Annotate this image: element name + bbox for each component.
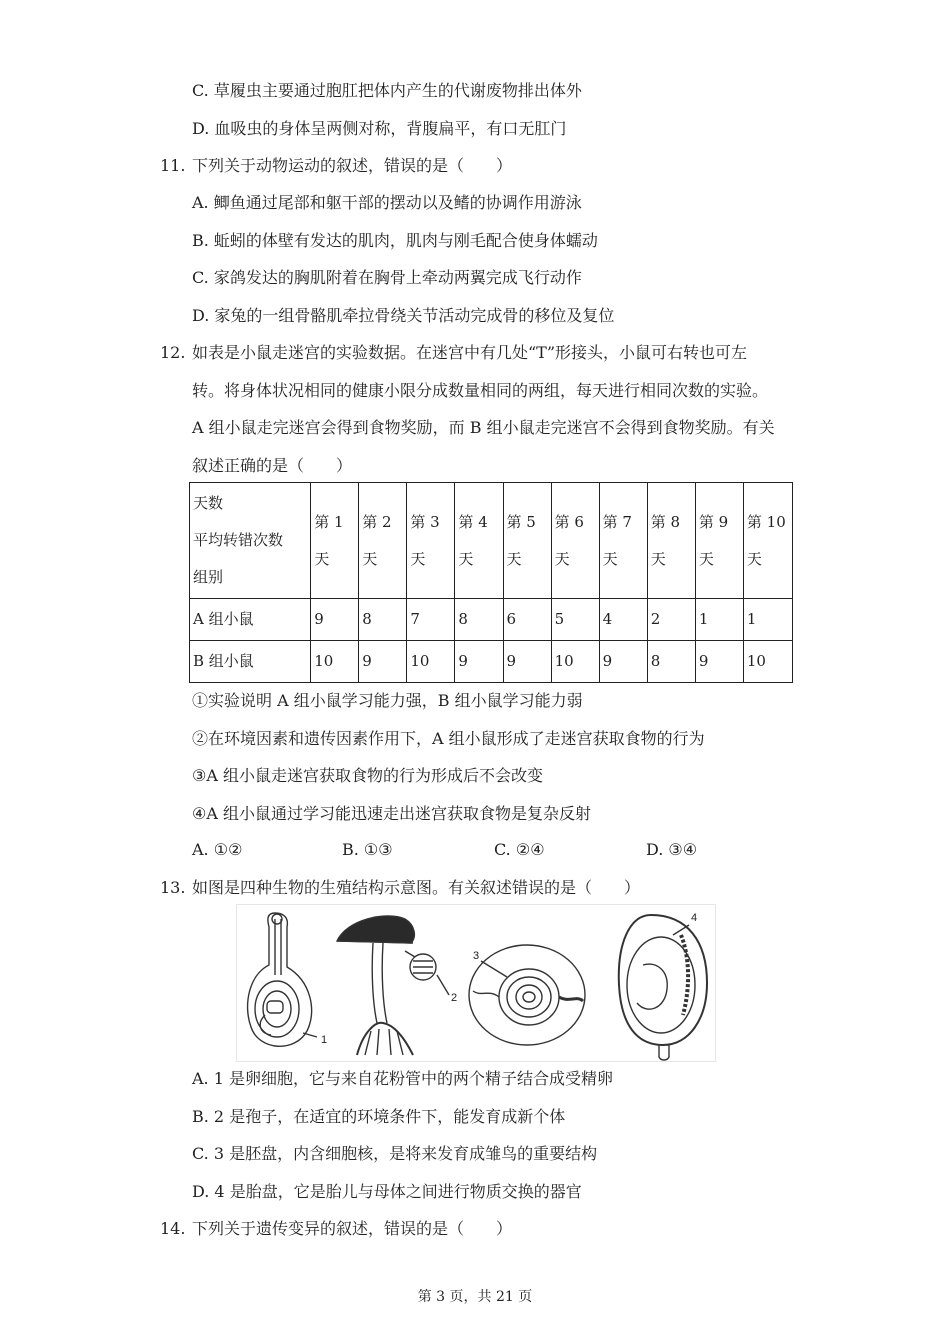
q13-option-c: C. 3 是胚盘，内含细胞核，是将来发育成雏鸟的重要结构: [192, 1144, 598, 1163]
q11-option-c: C. 家鸽发达的胸肌附着在胸骨上牵动两翼完成飞行动作: [192, 268, 582, 287]
figure-label-2: 2: [451, 992, 458, 1004]
table-cell: 9: [311, 599, 359, 641]
q13-number: 13.: [160, 878, 186, 897]
table-cell: 9: [455, 641, 503, 683]
table-corner-header: [190, 483, 311, 599]
maze-data-table: [189, 482, 793, 683]
table-cell: 10: [551, 641, 599, 683]
table-cell: 9: [599, 641, 647, 683]
q13-stem: 如图是四种生物的生殖结构示意图。有关叙述错误的是（ ）: [192, 878, 641, 897]
q11-stem: 下列关于动物运动的叙述，错误的是（ ）: [192, 156, 513, 175]
table-cell: 5: [551, 599, 599, 641]
q11-option-a: A. 鲫鱼通过尾部和躯干部的摆动以及鳍的协调作用游泳: [192, 193, 582, 212]
table-day-header: 第 1 天: [311, 483, 359, 599]
q12-statement: ④A 组小鼠通过学习能迅速走出迷宫获取食物是复杂反射: [192, 804, 591, 823]
table-cell: 9: [503, 641, 551, 683]
table-cell: 8: [647, 641, 695, 683]
table-cell: 9: [359, 641, 407, 683]
table-cell: 6: [503, 599, 551, 641]
q10-option-c: C. 草履虫主要通过胞肛把体内产生的代谢废物排出体外: [192, 81, 582, 100]
table-cell: 7: [407, 599, 455, 641]
ovule-drawing: [248, 913, 317, 1046]
q12-statement: ③A 组小鼠走迷宫获取食物的行为形成后不会改变: [192, 766, 543, 785]
figure-label-1: 1: [321, 1034, 328, 1046]
q11-number: 11.: [160, 156, 186, 175]
table-day-header: 第 5 天: [503, 483, 551, 599]
q12-choice-d: D. ③④: [646, 840, 698, 859]
table-cell: 1: [743, 599, 792, 641]
table-day-header: 第 8 天: [647, 483, 695, 599]
q10-option-d: D. 血吸虫的身体呈两侧对称，背腹扁平，有口无肛门: [192, 119, 567, 138]
figure-label-3: 3: [473, 950, 480, 962]
table-cell: 1: [695, 599, 743, 641]
reproductive-structures-figure: [236, 904, 716, 1062]
table-cell: 10: [407, 641, 455, 683]
header-days-label: 天数: [193, 494, 224, 512]
table-cell: 8: [455, 599, 503, 641]
table-cell: 10: [743, 641, 792, 683]
header-group-label: 组别: [193, 568, 224, 586]
header-errors-label: 平均转错次数: [193, 531, 284, 549]
table-cell: 4: [599, 599, 647, 641]
table-day-header: 第 10 天: [743, 483, 792, 599]
q13-option-d: D. 4 是胎盘，它是胎儿与母体之间进行物质交换的器官: [192, 1182, 582, 1201]
row-label: B 组小鼠: [190, 641, 311, 683]
q14-number: 14.: [160, 1219, 186, 1238]
q12-choice-b: B. ①③: [342, 840, 393, 859]
q11-option-d: D. 家兔的一组骨骼肌牵拉骨绕关节活动完成骨的移位及复位: [192, 306, 615, 325]
table-cell: 2: [647, 599, 695, 641]
q14-stem: 下列关于遗传变异的叙述，错误的是（ ）: [192, 1219, 513, 1238]
q12-choice-a: A. ①②: [192, 840, 243, 859]
q12-choices: [192, 840, 792, 862]
q13-option-a: A. 1 是卵细胞，它与来自花粉管中的两个精子结合成受精卵: [192, 1069, 613, 1088]
table-header-row: [190, 483, 793, 599]
table-row: [190, 599, 793, 641]
q12-stem-line: 如表是小鼠走迷宫的实验数据。在迷宫中有几处“T”形接头，小鼠可右转也可左: [192, 343, 748, 362]
fetus-drawing: [619, 915, 707, 1060]
q13-option-b: B. 2 是孢子，在适宜的环境条件下，能发育成新个体: [192, 1107, 566, 1126]
q12-stem-line: A 组小鼠走完迷宫会得到食物奖励，而 B 组小鼠走完迷宫不会得到食物奖励。有关: [192, 418, 775, 437]
figure-label-4: 4: [691, 912, 698, 924]
table-day-header: 第 7 天: [599, 483, 647, 599]
figure-drawing: [237, 905, 715, 1061]
table-day-header: 第 9 天: [695, 483, 743, 599]
q11-option-b: B. 蚯蚓的体壁有发达的肌肉，肌肉与刚毛配合使身体蠕动: [192, 231, 598, 250]
table-day-header: 第 4 天: [455, 483, 503, 599]
table-cell: 10: [311, 641, 359, 683]
q12-number: 12.: [160, 343, 186, 362]
q12-stem-line: 叙述正确的是（ ）: [192, 456, 353, 475]
mushroom-drawing: [337, 916, 449, 1055]
q12-statement: ②在环境因素和遗传因素作用下，A 组小鼠形成了走迷宫获取食物的行为: [192, 729, 705, 748]
q12-stem-line: 转。将身体状况相同的健康小限分成数量相同的两组，每天进行相同次数的实验。: [192, 381, 769, 400]
page-footer: 第 3 页，共 21 页: [417, 1289, 533, 1305]
q12-statement: ①实验说明 A 组小鼠学习能力强，B 组小鼠学习能力弱: [192, 691, 583, 710]
q12-choice-c: C. ②④: [494, 840, 545, 859]
egg-drawing: [469, 945, 585, 1045]
table-day-header: 第 2 天: [359, 483, 407, 599]
table-day-header: 第 3 天: [407, 483, 455, 599]
table-row: [190, 641, 793, 683]
table-day-header: 第 6 天: [551, 483, 599, 599]
row-label: A 组小鼠: [190, 599, 311, 641]
table-cell: 8: [359, 599, 407, 641]
table-cell: 9: [695, 641, 743, 683]
